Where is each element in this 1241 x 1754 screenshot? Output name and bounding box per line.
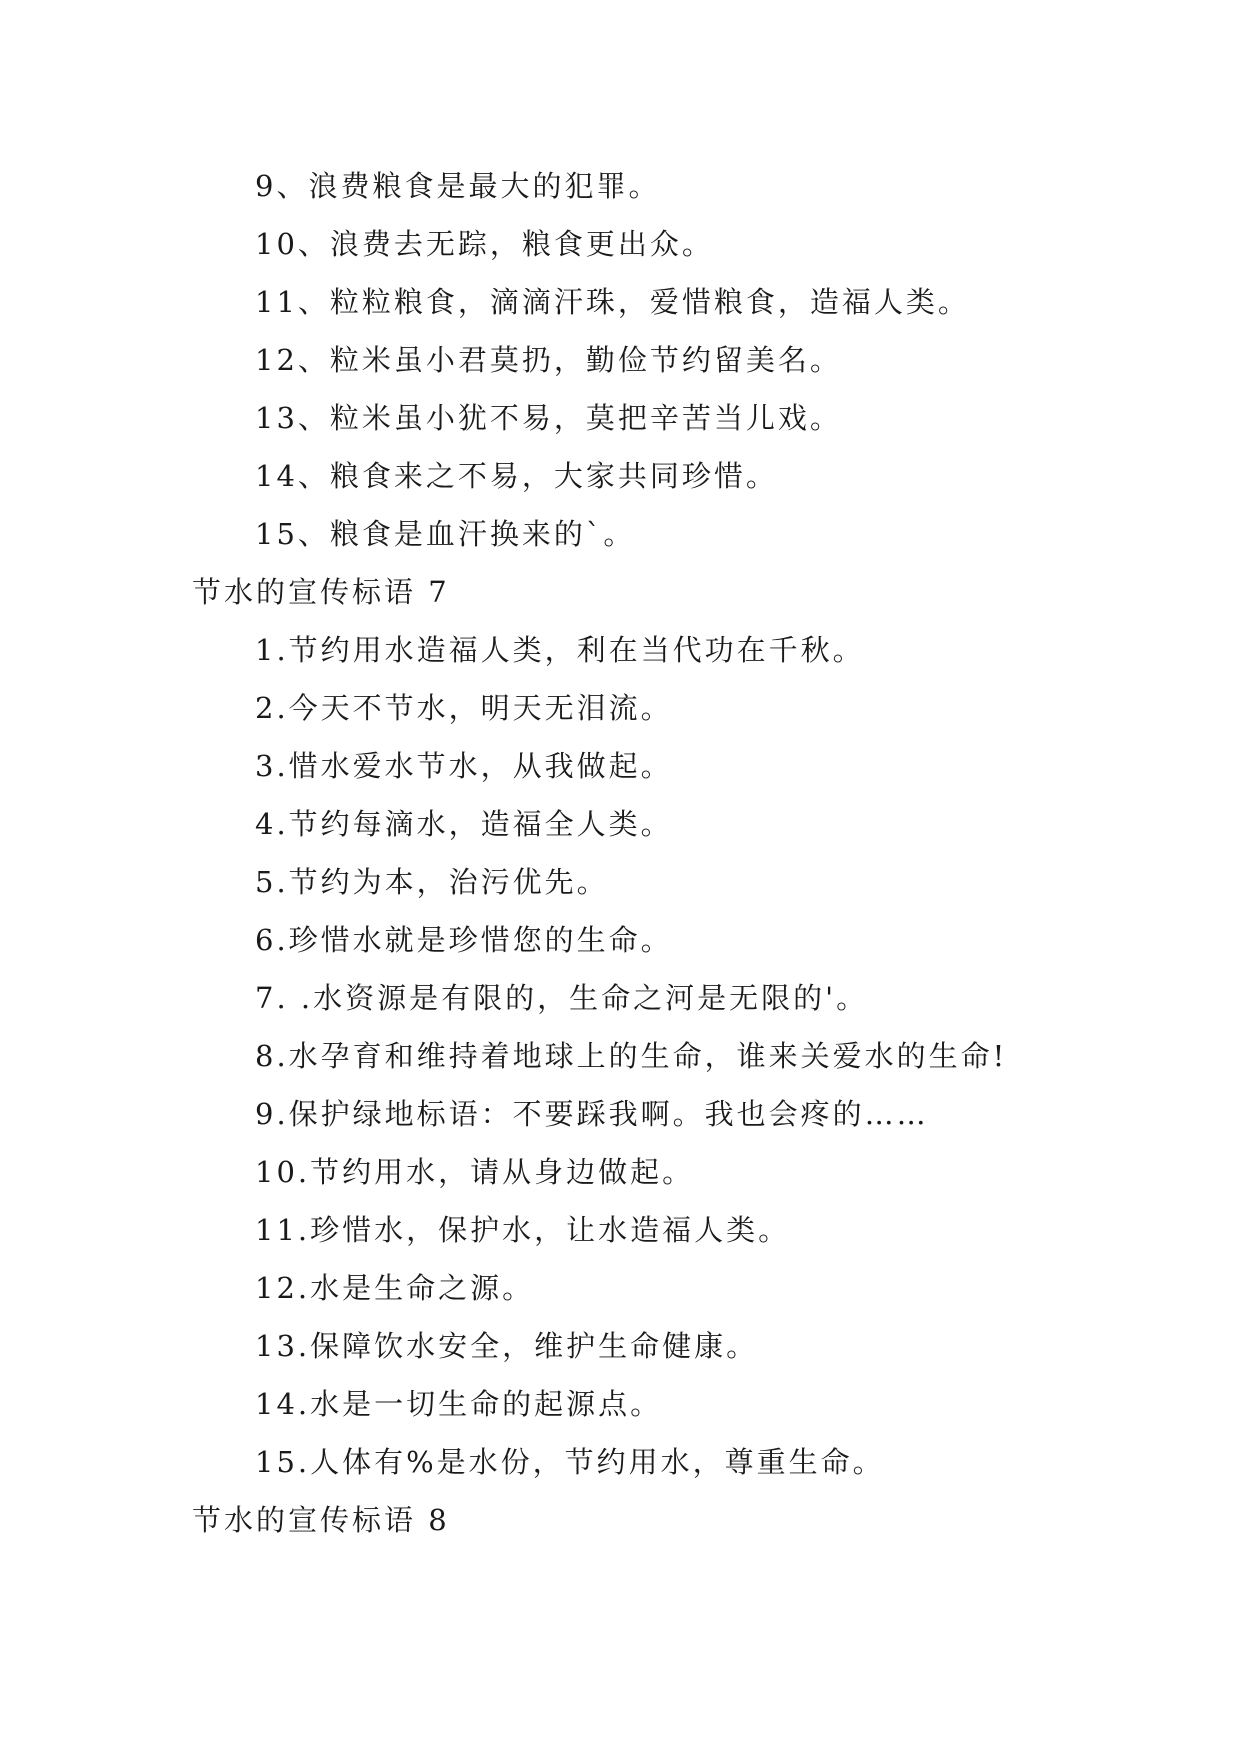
- list-item: 9、浪费粮食是最大的犯罪。: [255, 169, 661, 203]
- list-item: 5.节约为本，治污优先。: [255, 865, 609, 899]
- list-item: 11、粒粒粮食，滴滴汗珠，爱惜粮食，造福人类。: [255, 285, 970, 319]
- list-item: 10、浪费去无踪，粮食更出众。: [255, 227, 714, 261]
- list-item: 6.珍惜水就是珍惜您的生命。: [255, 923, 673, 957]
- list-item: 13、粒米虽小犹不易，莫把辛苦当儿戏。: [255, 401, 842, 435]
- list-item: 7. .水资源是有限的，生命之河是无限的'。: [255, 981, 869, 1015]
- list-item: 12、粒米虽小君莫扔，勤俭节约留美名。: [255, 343, 842, 377]
- list-item: 14.水是一切生命的起源点。: [255, 1387, 663, 1421]
- list-item: 13.保障饮水安全，维护生命健康。: [255, 1329, 759, 1363]
- list-item: 2.今天不节水，明天无泪流。: [255, 691, 673, 725]
- list-item: 15.人体有%是水份，节约用水，尊重生命。: [255, 1445, 885, 1479]
- section-heading: 节水的宣传标语 7: [192, 575, 450, 609]
- list-item: 4.节约每滴水，造福全人类。: [255, 807, 673, 841]
- list-item: 1.节约用水造福人类，利在当代功在千秋。: [255, 633, 865, 667]
- list-item: 10.节约用水，请从身边做起。: [255, 1155, 695, 1189]
- list-item: 15、粮食是血汗换来的`。: [255, 517, 636, 551]
- list-item: 3.惜水爱水节水，从我做起。: [255, 749, 673, 783]
- list-item: 9.保护绿地标语：不要踩我啊。我也会疼的……: [255, 1097, 929, 1131]
- section-heading: 节水的宣传标语 8: [192, 1503, 450, 1537]
- list-item: 14、粮食来之不易，大家共同珍惜。: [255, 459, 778, 493]
- list-item: 12.水是生命之源。: [255, 1271, 535, 1305]
- list-item: 8.水孕育和维持着地球上的生命，谁来关爱水的生命!: [255, 1039, 1008, 1073]
- list-item: 11.珍惜水，保护水，让水造福人类。: [255, 1213, 791, 1247]
